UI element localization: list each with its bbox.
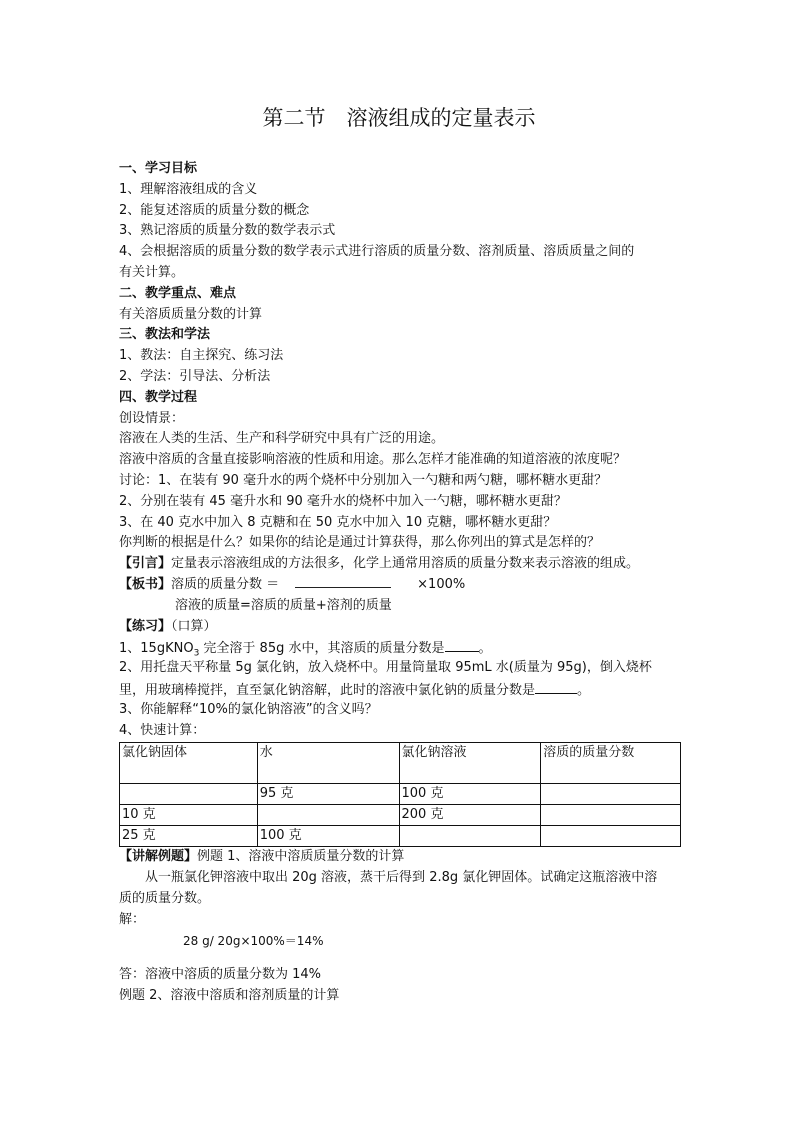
table-row [120, 805, 681, 826]
method-item: 1、教法：自主探究、练习法 [119, 348, 284, 364]
intro-text: 定量表示溶液组成的方法很多，化学上通常用溶质的质量分数来表示溶液的组成。 [171, 556, 640, 572]
table-header-row [120, 743, 681, 784]
spacer [119, 951, 689, 965]
goal-item: 有关计算。 [119, 264, 185, 280]
solution-label: 解： [119, 911, 146, 927]
section-heading-process: 四、教学过程 [119, 389, 198, 405]
goal-item: 3、熟记溶质的质量分数的数学表示式 [119, 223, 336, 239]
process-line: 溶液在人类的生活、生产和科学研究中具有广泛的用途。 [119, 431, 445, 447]
table-row [120, 826, 681, 847]
table-cell: 200 克 [399, 805, 541, 826]
process-line: 创设情景： [119, 410, 185, 426]
board-formula-right: ×100% [417, 576, 466, 592]
board-tag: 【板书】 [119, 576, 172, 592]
answer-blank [445, 637, 479, 652]
practice-item-2: 2、用托盘天平称量 5g 氯化钠，放入烧杯中。用量筒量取 95mL 水(质量为 95g)，倒入烧杯 [119, 660, 652, 676]
board-line2: 溶液的质量=溶质的质量+溶剂的质量 [175, 597, 392, 613]
table-cell [541, 826, 681, 847]
table-header-cell: 氯化钠固体 [120, 743, 258, 784]
board-formula-line [119, 575, 689, 596]
process-line: 你判断的根据是什么？如果你的结论是通过计算获得，那么你列出的算式是怎样的？ [119, 535, 601, 551]
board-formula-left: 溶质的质量分数 ＝ [171, 576, 280, 592]
practice-item-2-cont [119, 679, 689, 700]
table-cell: 100 克 [257, 826, 399, 847]
practice-item-1 [119, 637, 689, 658]
practice-text: 。 [478, 641, 492, 657]
section-heading-goals: 一、学习目标 [119, 161, 198, 176]
practice-item-3: 3、你能解释“10%的氯化钠溶液”的含义吗？ [119, 701, 378, 717]
table-cell: 100 克 [399, 784, 541, 805]
example-tag: 【讲解例题】 [119, 849, 198, 865]
table-row [120, 784, 681, 805]
table-cell [541, 784, 681, 805]
example-problem-line: 从一瓶氯化钾溶液中取出 20g 溶液，蒸干后得到 2.8g 氯化钾固体。试确定这瓶溶液中溶 [145, 870, 658, 886]
document-body [119, 159, 689, 1007]
table-cell: 10 克 [120, 805, 258, 826]
table-cell [541, 805, 681, 826]
example-problem-line: 质的质量分数。 [119, 890, 211, 906]
example-heading [119, 847, 689, 868]
example-title-2: 例题 2、溶液中溶质和溶剂质量的计算 [119, 988, 340, 1004]
example-title-1: 例题 1、溶液中溶质质量分数的计算 [197, 849, 405, 865]
method-item: 2、学法：引导法、分析法 [119, 368, 271, 384]
solution-calc: 28 g/ 20g×100%＝14% [183, 933, 324, 948]
goal-item: 1、理解溶液组成的含义 [119, 181, 258, 197]
practice-text: 里，用玻璃棒搅拌，直至氯化钠溶解，此时的溶液中氯化钠的质量分数是 [119, 682, 536, 698]
section-heading-focus: 二、教学重点、难点 [119, 285, 237, 301]
focus-text: 有关溶质质量分数的计算 [119, 306, 263, 322]
table-cell [257, 805, 399, 826]
subscript: 3 [193, 648, 200, 659]
practice-tag: 【练习】 [119, 618, 172, 634]
table-cell [120, 784, 258, 805]
solution-answer: 答：溶液中溶质的质量分数为 14% [119, 967, 322, 983]
table-header-cell: 水 [257, 743, 399, 784]
practice-item-4: 4、快速计算： [119, 722, 206, 738]
table-cell: 25 克 [120, 826, 258, 847]
practice-sub: （口算） [171, 618, 217, 634]
answer-blank [535, 679, 577, 694]
process-line: 3、在 40 克水中加入 8 克糖和在 50 克水中加入 10 克糖，哪杯糖水更甜？ [119, 514, 557, 530]
table-header-cell: 溶质的质量分数 [541, 743, 681, 784]
section-heading-methods: 三、教法和学法 [119, 327, 211, 343]
intro-tag: 【引言】 [119, 556, 172, 572]
intro-line [119, 554, 689, 575]
practice-heading [119, 617, 689, 638]
process-line: 讨论：1、在装有 90 毫升水的两个烧杯中分别加入一勺糖和两勺糖，哪杯糖水更甜？ [119, 472, 608, 488]
goal-item: 2、能复述溶质的质量分数的概念 [119, 202, 310, 218]
practice-text: 。 [577, 682, 591, 698]
fraction-bar [295, 567, 391, 588]
process-line: 溶液中溶质的含量直接影响溶液的性质和用途。那么怎样才能准确的知道溶液的浓度呢？ [119, 452, 627, 468]
goal-item: 4、会根据溶质的质量分数的数学表示式进行溶质的质量分数、溶剂质量、溶质质量之间的 [119, 244, 635, 260]
page-title: 第二节 溶液组成的定量表示 [262, 106, 536, 130]
process-line: 2、分别在装有 45 毫升水和 90 毫升水的烧杯中加入一勺糖，哪杯糖水更甜？ [119, 493, 567, 509]
quick-calc-table [119, 742, 681, 847]
table-cell [399, 826, 541, 847]
practice-text: 完全溶于 85g 水中，其溶质的质量分数是 [199, 641, 445, 657]
table-header-cell: 氯化钠溶液 [399, 743, 541, 784]
table-cell: 95 克 [257, 784, 399, 805]
practice-text: 1、15gKNO [119, 641, 194, 657]
